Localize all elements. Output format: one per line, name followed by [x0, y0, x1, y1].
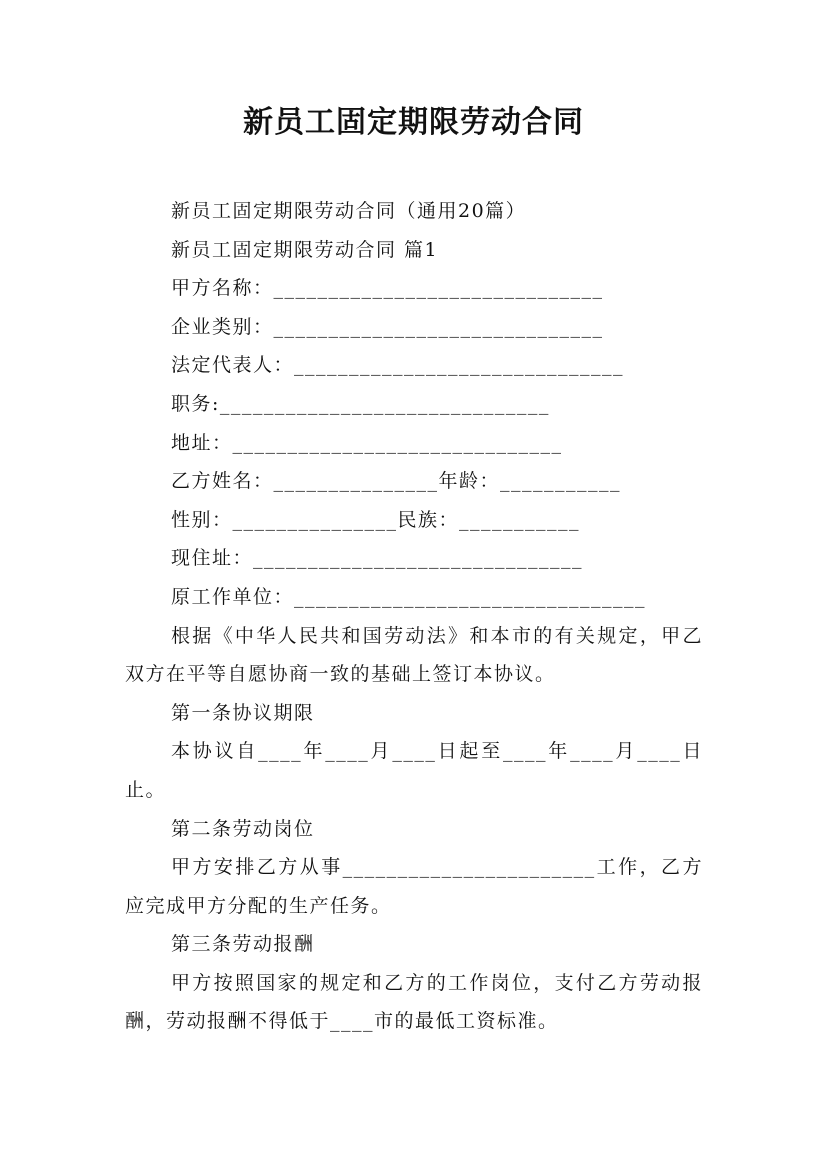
article-heading: 新员工固定期限劳动合同 篇1 [171, 238, 439, 261]
remuneration-paragraph: 甲方按照国家的规定和乙方的工作岗位，支付乙方劳动报酬，劳动报酬不得低于____市的最低工资标准。 [125, 971, 703, 1033]
section-heading-term: 第一条协议期限 [171, 701, 315, 724]
address-field: 地址：______________________________ [171, 431, 563, 454]
legal-representative-field: 法定代表人：______________________________ [171, 354, 625, 377]
section-heading-position: 第二条劳动岗位 [171, 817, 315, 840]
term-paragraph: 本协议自____年____月____日起至____年____月____日止。 [125, 740, 703, 801]
preamble-paragraph: 根据《中华人民共和国劳动法》和本市的有关规定，甲乙双方在平等自愿协商一致的基础上签订本协议。 [125, 624, 703, 686]
gender-ethnicity-field: 性别：_______________民族：___________ [171, 508, 581, 531]
document-title: 新员工固定期限劳动合同 [243, 105, 584, 140]
subtitle-line: 新员工固定期限劳动合同（通用20篇） [171, 200, 527, 222]
enterprise-type-field: 企业类别：______________________________ [171, 315, 604, 338]
position-paragraph: 甲方安排乙方从事_______________________工作，乙方应完成甲方分配的生产任务。 [125, 856, 703, 917]
party-b-name-age-field: 乙方姓名：_______________年龄：___________ [171, 470, 622, 493]
former-employer-field: 原工作单位：________________________________ [171, 585, 647, 608]
section-heading-remuneration: 第三条劳动报酬 [171, 933, 315, 956]
document-body [125, 192, 703, 1041]
current-address-field: 现住址：______________________________ [171, 547, 584, 570]
position-field: 职务:______________________________ [171, 392, 550, 415]
party-a-name-field: 甲方名称：______________________________ [171, 277, 604, 300]
